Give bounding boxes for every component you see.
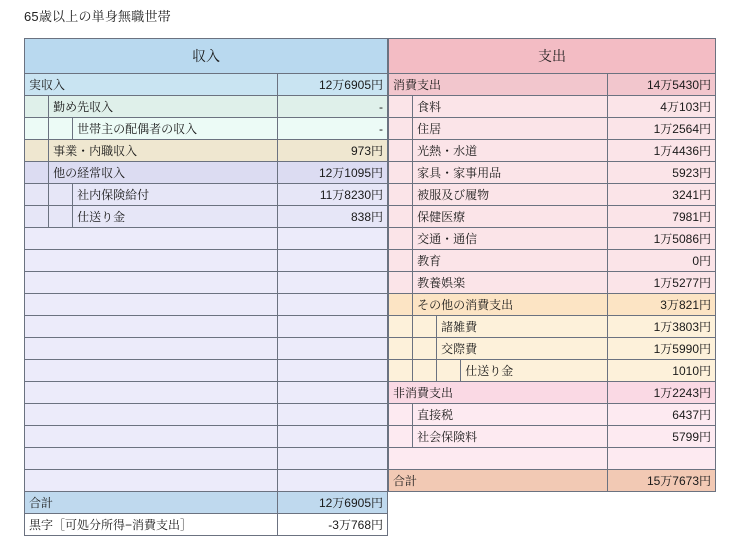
expense-table: [388, 38, 716, 492]
expense-blank-label: [389, 448, 608, 470]
expense-row-value: 1万2243円: [607, 382, 715, 404]
expense-row-value: 1010円: [607, 360, 715, 382]
indent-cell: [389, 118, 413, 140]
income-blank-label: [25, 448, 278, 470]
expense-row: [389, 74, 716, 96]
income-blank-row: [25, 338, 388, 360]
expense-row-value: 1万5086円: [607, 228, 715, 250]
expense-row: [389, 272, 716, 294]
indent-cell: [389, 294, 413, 316]
indent-cell: [437, 360, 461, 382]
household-budget-table: [24, 38, 716, 536]
income-blank-row: [25, 272, 388, 294]
income-blank-label: [25, 272, 278, 294]
expense-total-label: 合計: [389, 470, 608, 492]
income-row: [25, 162, 388, 184]
income-blank-value: [277, 272, 387, 294]
income-row-label: 事業・内職収入: [49, 140, 278, 162]
expense-row: [389, 206, 716, 228]
expense-row-value: 14万5430円: [607, 74, 715, 96]
indent-cell: [413, 338, 437, 360]
expense-row: [389, 316, 716, 338]
expense-row-label: 直接税: [413, 404, 608, 426]
expense-row-value: 7981円: [607, 206, 715, 228]
income-blank-row: [25, 316, 388, 338]
indent-cell: [389, 316, 413, 338]
income-row-label: 実収入: [25, 74, 278, 96]
income-blank-row: [25, 228, 388, 250]
expense-row-value: 1万3803円: [607, 316, 715, 338]
income-header: 収入: [25, 39, 388, 74]
income-blank-row: [25, 426, 388, 448]
income-blank-label: [25, 404, 278, 426]
expense-row-label: 被服及び履物: [413, 184, 608, 206]
expense-row: [389, 426, 716, 448]
income-blank-value: [277, 426, 387, 448]
expense-row-label: 教育: [413, 250, 608, 272]
income-blank-label: [25, 426, 278, 448]
income-blank-label: [25, 470, 278, 492]
expense-row-label: 非消費支出: [389, 382, 608, 404]
income-blank-label: [25, 360, 278, 382]
expense-blank-row: [389, 448, 716, 470]
indent-cell: [389, 426, 413, 448]
balance-row: [25, 514, 388, 536]
expense-row-value: 4万103円: [607, 96, 715, 118]
expense-row: [389, 294, 716, 316]
expense-row-label: 交通・通信: [413, 228, 608, 250]
balance-value: -3万768円: [277, 514, 387, 536]
expense-total-value: 15万7673円: [607, 470, 715, 492]
expense-row: [389, 404, 716, 426]
expense-row: [389, 162, 716, 184]
income-row-label: 仕送り金: [73, 206, 278, 228]
indent-cell: [389, 272, 413, 294]
income-blank-label: [25, 316, 278, 338]
expense-row-value: 5799円: [607, 426, 715, 448]
income-blank-label: [25, 228, 278, 250]
expense-row: [389, 250, 716, 272]
income-blank-label: [25, 250, 278, 272]
income-blank-value: [277, 382, 387, 404]
income-blank-row: [25, 382, 388, 404]
income-row-label: 世帯主の配偶者の収入: [73, 118, 278, 140]
income-row-value: 838円: [277, 206, 387, 228]
indent-cell: [49, 206, 73, 228]
expense-row: [389, 118, 716, 140]
expense-row-label: 仕送り金: [461, 360, 607, 382]
income-row: [25, 118, 388, 140]
income-blank-value: [277, 470, 387, 492]
indent-cell: [49, 118, 73, 140]
income-row: [25, 74, 388, 96]
indent-cell: [25, 140, 49, 162]
expense-total-row: [389, 470, 716, 492]
expense-row-label: 諸雑費: [437, 316, 607, 338]
income-row: [25, 140, 388, 162]
expense-row-value: 3241円: [607, 184, 715, 206]
income-blank-label: [25, 338, 278, 360]
expense-row-value: 1万5277円: [607, 272, 715, 294]
income-row-label: 勤め先収入: [49, 96, 278, 118]
indent-cell: [389, 184, 413, 206]
income-blank-value: [277, 316, 387, 338]
income-total-label: 合計: [25, 492, 278, 514]
expense-row-label: 交際費: [437, 338, 607, 360]
indent-cell: [389, 96, 413, 118]
expense-row-value: 1万4436円: [607, 140, 715, 162]
indent-cell: [389, 338, 413, 360]
expense-row: [389, 382, 716, 404]
expense-row-label: 食料: [413, 96, 608, 118]
expense-row-label: 教養娯楽: [413, 272, 608, 294]
expense-row-label: 消費支出: [389, 74, 608, 96]
income-blank-value: [277, 338, 387, 360]
indent-cell: [389, 404, 413, 426]
indent-cell: [389, 162, 413, 184]
income-row-value: 11万8230円: [277, 184, 387, 206]
income-blank-value: [277, 360, 387, 382]
indent-cell: [49, 184, 73, 206]
income-table: [24, 38, 388, 536]
income-blank-row: [25, 470, 388, 492]
income-row-value: 12万6905円: [277, 74, 387, 96]
income-blank-row: [25, 448, 388, 470]
income-row-value: 12万1095円: [277, 162, 387, 184]
expense-row-label: 家具・家事用品: [413, 162, 608, 184]
expense-header-row: [389, 39, 716, 74]
indent-cell: [389, 360, 413, 382]
indent-cell: [25, 206, 49, 228]
income-blank-value: [277, 250, 387, 272]
income-blank-label: [25, 382, 278, 404]
income-row: [25, 184, 388, 206]
income-total-value: 12万6905円: [277, 492, 387, 514]
expense-row-label: 社会保険料: [413, 426, 608, 448]
indent-cell: [25, 162, 49, 184]
expense-row-label: 住居: [413, 118, 608, 140]
income-blank-value: [277, 228, 387, 250]
income-row-value: -: [277, 96, 387, 118]
expense-row-value: 5923円: [607, 162, 715, 184]
indent-cell: [413, 316, 437, 338]
expense-row-label: その他の消費支出: [413, 294, 608, 316]
indent-cell: [25, 96, 49, 118]
expense-header: 支出: [389, 39, 716, 74]
income-blank-row: [25, 294, 388, 316]
page-title: 65歳以上の単身無職世帯: [24, 9, 171, 24]
income-row: [25, 96, 388, 118]
expense-row: [389, 140, 716, 162]
income-row: [25, 206, 388, 228]
balance-label: 黒字［可処分所得−消費支出］: [25, 514, 278, 536]
income-blank-row: [25, 250, 388, 272]
expense-row: [389, 184, 716, 206]
income-header-row: [25, 39, 388, 74]
income-blank-value: [277, 294, 387, 316]
indent-cell: [25, 118, 49, 140]
income-blank-row: [25, 404, 388, 426]
income-blank-label: [25, 294, 278, 316]
indent-cell: [25, 184, 49, 206]
indent-cell: [389, 228, 413, 250]
expense-row-value: 6437円: [607, 404, 715, 426]
income-blank-row: [25, 360, 388, 382]
indent-cell: [389, 250, 413, 272]
expense-row: [389, 228, 716, 250]
expense-row-value: 1万2564円: [607, 118, 715, 140]
indent-cell: [389, 140, 413, 162]
expense-row-label: 光熱・水道: [413, 140, 608, 162]
expense-blank-value: [607, 448, 715, 470]
expense-row: [389, 338, 716, 360]
expense-row-value: 0円: [607, 250, 715, 272]
income-blank-value: [277, 448, 387, 470]
income-blank-value: [277, 404, 387, 426]
income-row-value: -: [277, 118, 387, 140]
expense-row-label: 保健医療: [413, 206, 608, 228]
income-row-value: 973円: [277, 140, 387, 162]
indent-cell: [389, 206, 413, 228]
indent-cell: [413, 360, 437, 382]
income-total-row: [25, 492, 388, 514]
expense-row-value: 1万5990円: [607, 338, 715, 360]
income-row-label: 他の経常収入: [49, 162, 278, 184]
expense-row: [389, 96, 716, 118]
income-row-label: 社内保険給付: [73, 184, 278, 206]
expense-row: [389, 360, 716, 382]
expense-row-value: 3万821円: [607, 294, 715, 316]
